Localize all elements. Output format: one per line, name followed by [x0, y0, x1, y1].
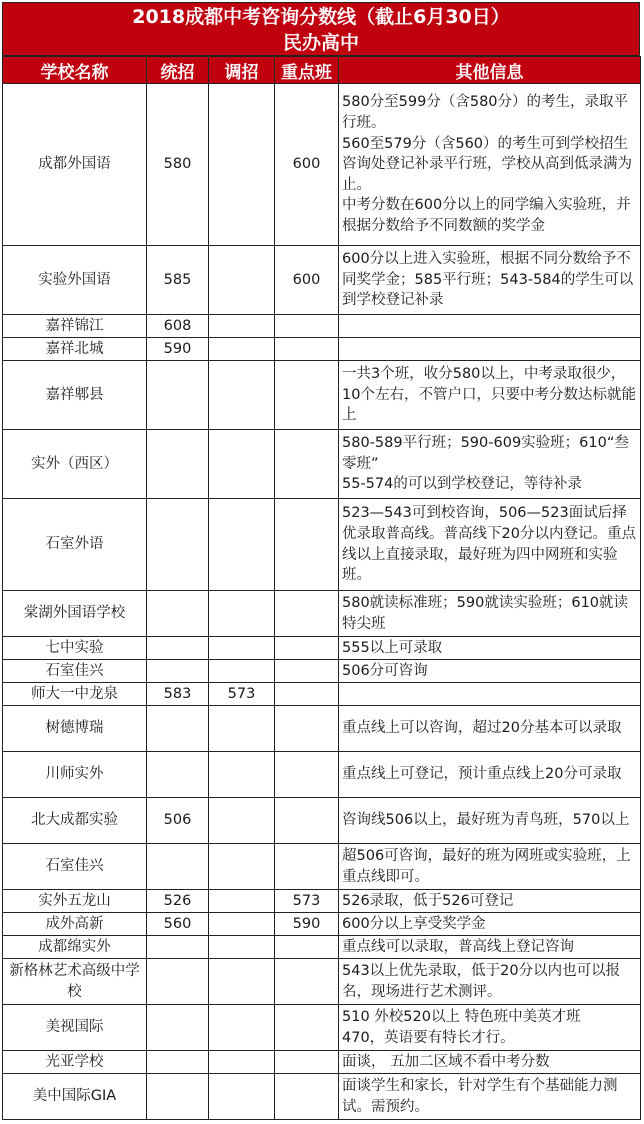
zhongdian-cell: 600	[275, 246, 339, 315]
zhongdian-cell	[275, 1005, 339, 1051]
zhongdian-cell	[275, 430, 339, 499]
table-row	[3, 84, 641, 246]
other-info-cell	[339, 706, 641, 752]
school-name-cell: 美中国际GIA	[3, 1074, 147, 1120]
other-info-cell	[339, 913, 641, 936]
other-info-cell	[339, 591, 641, 637]
info-line: 560至579分（含560）的考生可到学校招生咨询处登记补录平行班，学校从高到低录满为止。	[342, 135, 632, 193]
zhongdian-cell	[275, 844, 339, 890]
info-line: 580就读标准班；590就读实验班；610就读特尖班	[342, 594, 629, 632]
zhongdian-cell: 573	[275, 890, 339, 913]
info-line: 55-574的可以到学校登记，等待补录	[342, 476, 582, 493]
zhongdian-cell	[275, 1074, 339, 1120]
zhongdian-cell	[275, 798, 339, 844]
tongzhao-cell	[147, 936, 209, 959]
school-name-cell: 嘉祥郫县	[3, 361, 147, 430]
info-line: 543以上优先录取，低于20分以内也可以报名，现场进行艺术测评。	[342, 962, 621, 1000]
header-tongzhao: 统招	[147, 57, 209, 84]
school-name-cell: 北大成都实验	[3, 798, 147, 844]
zhongdian-cell	[275, 361, 339, 430]
zhongdian-cell	[275, 1051, 339, 1074]
tongzhao-cell	[147, 844, 209, 890]
table-subtitle: 民办高中	[282, 32, 359, 54]
zhongdian-cell	[275, 637, 339, 660]
other-info-cell	[339, 936, 641, 959]
tongzhao-cell: 583	[147, 683, 209, 706]
other-info-cell	[339, 683, 641, 706]
tongzhao-cell	[147, 499, 209, 591]
tongzhao-cell: 608	[147, 315, 209, 338]
other-info-cell	[339, 959, 641, 1005]
info-line: 咨询线506以上，最好班为青鸟班，570以上	[342, 812, 630, 829]
tiaozhao-cell	[209, 430, 275, 499]
table-row	[3, 798, 641, 844]
table-row	[3, 890, 641, 913]
school-name-cell: 师大一中龙泉	[3, 683, 147, 706]
school-name-cell: 成外高新	[3, 913, 147, 936]
tiaozhao-cell	[209, 936, 275, 959]
tiaozhao-cell	[209, 798, 275, 844]
school-name-cell: 棠湖外国语学校	[3, 591, 147, 637]
info-line: 超506可咨询，最好的班为网班或实验班，上重点线即可。	[342, 847, 631, 885]
table-row	[3, 660, 641, 683]
table-row	[3, 591, 641, 637]
tiaozhao-cell	[209, 706, 275, 752]
other-info-cell	[339, 246, 641, 315]
table-row	[3, 683, 641, 706]
info-line: 中考分数在600分以上的同学编入实验班，并根据分数给予不同数额的奖学金	[342, 197, 631, 234]
school-name-cell: 石室佳兴	[3, 844, 147, 890]
tongzhao-cell	[147, 959, 209, 1005]
zhongdian-cell	[275, 591, 339, 637]
zhongdian-cell	[275, 683, 339, 706]
score-table	[2, 56, 641, 1120]
header-school-name: 学校名称	[3, 57, 147, 84]
other-info-cell	[339, 1005, 641, 1051]
tiaozhao-cell	[209, 890, 275, 913]
info-line: 580-589平行班；590-609实验班；610“叁零班”	[342, 435, 629, 472]
school-name-cell: 实验外国语	[3, 246, 147, 315]
info-line: 510 外校520以上 特色班中美英才班	[342, 1008, 581, 1025]
tongzhao-cell	[147, 591, 209, 637]
school-name-cell: 实外（西区）	[3, 430, 147, 499]
table-title: 2018成都中考咨询分数线（截止6月30日）	[132, 6, 510, 28]
tiaozhao-cell	[209, 752, 275, 798]
zhongdian-cell: 590	[275, 913, 339, 936]
table-row	[3, 913, 641, 936]
info-line: 526录取，低于526可登记	[342, 892, 514, 909]
header-other-info: 其他信息	[339, 57, 641, 84]
zhongdian-cell	[275, 706, 339, 752]
zhongdian-cell	[275, 499, 339, 591]
school-name-cell: 美视国际	[3, 1005, 147, 1051]
school-name-cell: 石室佳兴	[3, 660, 147, 683]
zhongdian-cell	[275, 338, 339, 361]
info-line: 523—543可到校咨询，506—523面试后择优录取普高线。普高线下20分以内登记。重点线以上直接录取，最好班为四中网班和实验班。	[342, 505, 636, 584]
school-name-cell: 树德博瑞	[3, 706, 147, 752]
tongzhao-cell	[147, 637, 209, 660]
tiaozhao-cell	[209, 591, 275, 637]
tiaozhao-cell	[209, 315, 275, 338]
school-name-cell: 川师实外	[3, 752, 147, 798]
info-line: 重点线上可登记，预计重点线上20分可录取	[342, 766, 622, 783]
zhongdian-cell	[275, 660, 339, 683]
other-info-cell	[339, 798, 641, 844]
school-name-cell: 石室外语	[3, 499, 147, 591]
school-name-cell: 嘉祥北城	[3, 338, 147, 361]
table-row	[3, 1005, 641, 1051]
school-name-cell: 新格林艺术高级中学校	[3, 959, 147, 1005]
table-row	[3, 246, 641, 315]
tongzhao-cell: 585	[147, 246, 209, 315]
other-info-cell	[339, 752, 641, 798]
zhongdian-cell	[275, 315, 339, 338]
table-row	[3, 1074, 641, 1120]
tiaozhao-cell	[209, 361, 275, 430]
zhongdian-cell: 600	[275, 84, 339, 246]
info-line: 面谈学生和家长，针对学生有个基础能力测试。需预约。	[342, 1077, 618, 1115]
table-body	[3, 84, 641, 1120]
header-row	[3, 57, 641, 84]
tiaozhao-cell	[209, 499, 275, 591]
school-name-cell: 实外五龙山	[3, 890, 147, 913]
tongzhao-cell: 560	[147, 913, 209, 936]
tiaozhao-cell	[209, 660, 275, 683]
other-info-cell	[339, 1051, 641, 1074]
tongzhao-cell	[147, 752, 209, 798]
table-row	[3, 361, 641, 430]
tongzhao-cell: 506	[147, 798, 209, 844]
table-row	[3, 936, 641, 959]
tiaozhao-cell	[209, 913, 275, 936]
zhongdian-cell	[275, 959, 339, 1005]
school-name-cell: 嘉祥锦江	[3, 315, 147, 338]
info-line: 面谈， 五加二区域不看中考分数	[342, 1053, 550, 1070]
other-info-cell	[339, 844, 641, 890]
school-name-cell: 光亚学校	[3, 1051, 147, 1074]
info-line: 506分可咨询	[342, 662, 428, 679]
table-row	[3, 499, 641, 591]
tiaozhao-cell	[209, 1051, 275, 1074]
tongzhao-cell	[147, 361, 209, 430]
table-row	[3, 959, 641, 1005]
tiaozhao-cell	[209, 637, 275, 660]
tongzhao-cell: 590	[147, 338, 209, 361]
table-row	[3, 752, 641, 798]
tiaozhao-cell	[209, 1005, 275, 1051]
tongzhao-cell	[147, 706, 209, 752]
info-line: 重点线上可以咨询，超过20分基本可以录取	[342, 720, 622, 737]
other-info-cell	[339, 1074, 641, 1120]
tongzhao-cell	[147, 660, 209, 683]
table-row	[3, 315, 641, 338]
school-name-cell: 成都外国语	[3, 84, 147, 246]
table-row	[3, 706, 641, 752]
other-info-cell	[339, 890, 641, 913]
other-info-cell	[339, 660, 641, 683]
other-info-cell	[339, 499, 641, 591]
tiaozhao-cell: 573	[209, 683, 275, 706]
table-row	[3, 844, 641, 890]
tongzhao-cell: 580	[147, 84, 209, 246]
tiaozhao-cell	[209, 246, 275, 315]
other-info-cell	[339, 361, 641, 430]
table-row	[3, 637, 641, 660]
table-row	[3, 1051, 641, 1074]
info-line: 580分至599分（含580分）的考生，录取平行班。	[342, 94, 629, 132]
other-info-cell	[339, 338, 641, 361]
tongzhao-cell	[147, 1051, 209, 1074]
tiaozhao-cell	[209, 959, 275, 1005]
tongzhao-cell	[147, 430, 209, 499]
other-info-cell	[339, 84, 641, 246]
tongzhao-cell	[147, 1074, 209, 1120]
info-line: 600分以上进入实验班，根据不同分数给予不同奖学金；585平行班；543-584的学生可以到学校登记补录	[342, 251, 634, 309]
info-line: 470，英语要有特长才行。	[342, 1029, 515, 1046]
zhongdian-cell	[275, 936, 339, 959]
table-row	[3, 338, 641, 361]
other-info-cell	[339, 637, 641, 660]
other-info-cell	[339, 315, 641, 338]
tongzhao-cell: 526	[147, 890, 209, 913]
zhongdian-cell	[275, 752, 339, 798]
tiaozhao-cell	[209, 1074, 275, 1120]
info-line: 555以上可录取	[342, 639, 443, 656]
info-line: 重点线可以录取，普高线上登记咨询	[342, 938, 574, 955]
tiaozhao-cell	[209, 84, 275, 246]
table-title-banner	[2, 2, 640, 56]
header-tiaozhao: 调招	[209, 57, 275, 84]
table-row	[3, 430, 641, 499]
tiaozhao-cell	[209, 844, 275, 890]
tiaozhao-cell	[209, 338, 275, 361]
tongzhao-cell	[147, 1005, 209, 1051]
other-info-cell	[339, 430, 641, 499]
header-zhongdian: 重点班	[275, 57, 339, 84]
info-line: 600分以上享受奖学金	[342, 915, 486, 932]
school-name-cell: 七中实验	[3, 637, 147, 660]
school-name-cell: 成都绵实外	[3, 936, 147, 959]
info-line: 一共3个班，收分580以上，中考录取很少，10个左右，不管户口，只要中考分数达标就能上	[342, 366, 636, 424]
